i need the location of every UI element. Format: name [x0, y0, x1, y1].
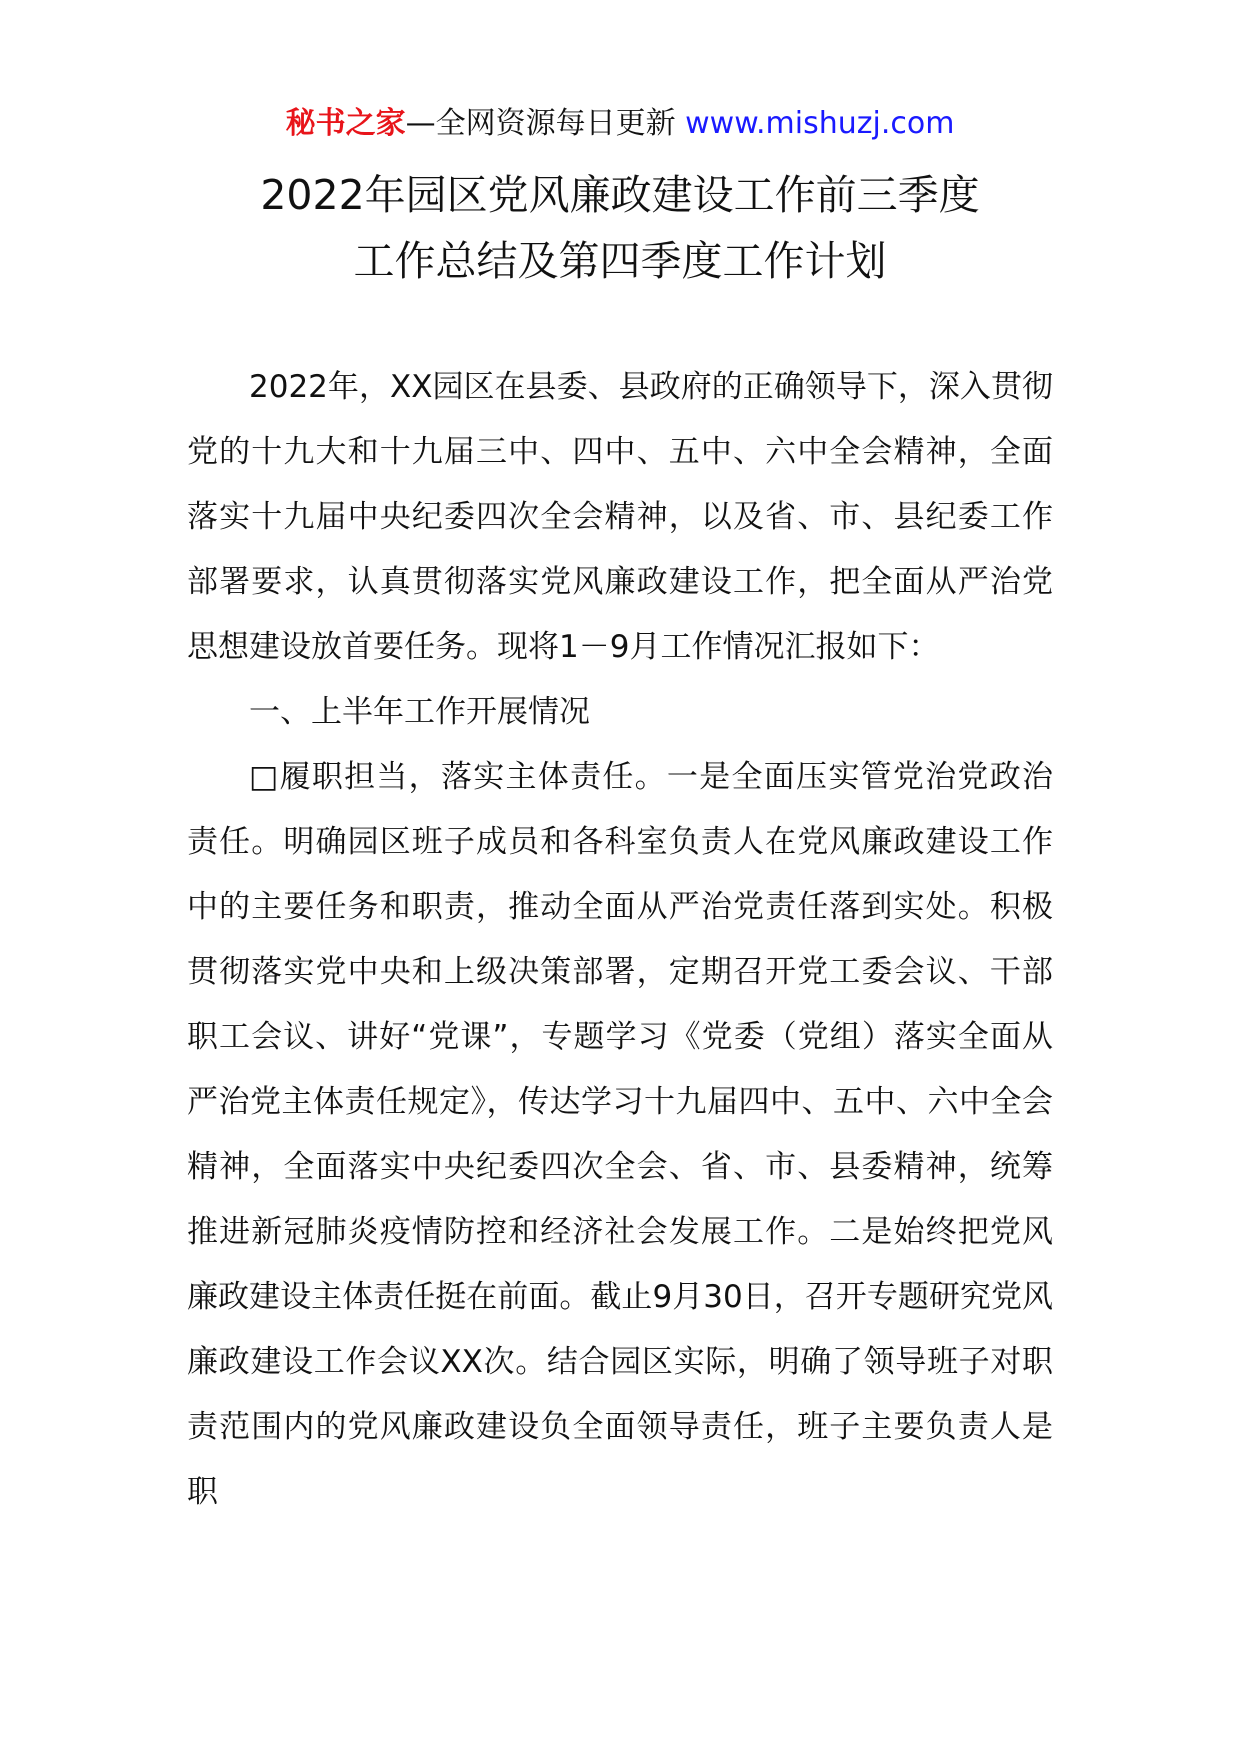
document-body	[187, 355, 1053, 1525]
body-paragraph-intro: 2022年，XX园区在县委、县政府的正确领导下，深入贯彻党的十九大和十九届三中、四中、五中、六中全会精神，全面落实十九届中央纪委四次全会精神，以及省、市、县纪委工作部署要求，认真贯彻落实党风廉政建设工作，把全面从严治党思想建设放首要任务。现将1－9月工作情况汇报如下：	[187, 369, 1053, 665]
watermark-header	[0, 102, 1240, 146]
watermark-slogan: —全网资源每日更新	[405, 106, 686, 141]
watermark-brand: 秘书之家	[285, 106, 406, 141]
watermark-url: www.mishuzj.com	[685, 106, 955, 141]
title-line-1: 2022年园区党风廉政建设工作前三季度	[260, 171, 980, 219]
document-title	[0, 162, 1240, 294]
body-paragraph-duty: □履职担当，落实主体责任。一是全面压实管党治党政治责任。明确园区班子成员和各科室负责人在党风廉政建设工作中的主要任务和职责，推动全面从严治党责任落到实处。积极贯彻落实党中央和上级决策部署，定期召开党工委会议、干部职工会议、讲好“党课”，专题学习《党委（党组）落实全面从严治党主体责任规定》，传达学习十九届四中、五中、六中全会精神，全面落实中央纪委四次全会、省、市、县委精神，统筹推进新冠肺炎疫情防控和经济社会发展工作。二是始终把党风廉政建设主体责任挺在前面。截止9月30日，召开专题研究党风廉政建设工作会议XX次。结合园区实际，明确了领导班子对职责范围内的党风廉政建设负全面领导责任，班子主要负责人是职	[187, 759, 1053, 1510]
section-heading-1: 一、上半年工作开展情况	[249, 694, 590, 730]
title-line-2: 工作总结及第四季度工作计划	[353, 237, 887, 285]
